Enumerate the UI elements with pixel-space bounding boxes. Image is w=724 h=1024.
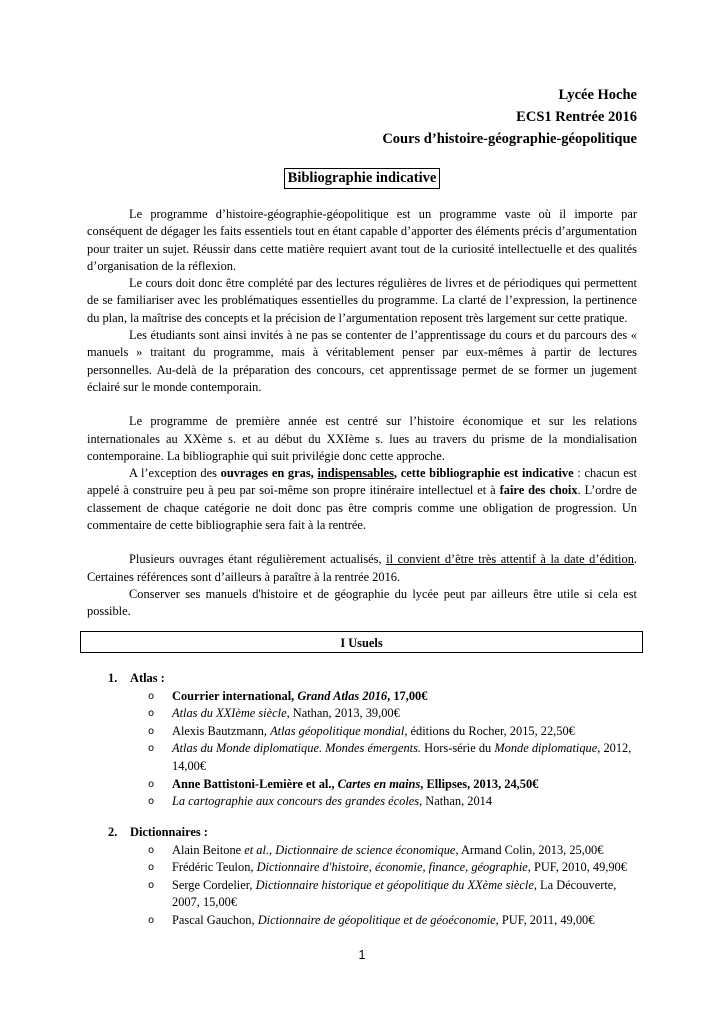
text-run: , Nathan, 2013, 39,00€ xyxy=(286,706,400,721)
bullet-icon: o xyxy=(148,708,155,720)
school-name: Lycée Hoche xyxy=(558,87,637,103)
text-run: Pascal Gauchon, xyxy=(172,912,258,927)
text-run: 2007, 15,00€ xyxy=(172,895,238,910)
list-item xyxy=(108,688,648,706)
italic-title: Dictionnaire de géopolitique et de géoéconomie, xyxy=(257,912,499,927)
text-run: Serge Cordelier, xyxy=(172,877,256,892)
underlined-text: il convient d’être très attentif à la date d’édition xyxy=(386,552,634,567)
course-name: Cours d’histoire-géographie-géopolitique xyxy=(382,131,637,147)
list-item xyxy=(108,705,648,723)
text-run: , 2012, xyxy=(597,741,632,756)
text-run: , éditions du Rocher, 2015, 22,50€ xyxy=(404,723,575,738)
italic-title: La cartographie aux concours des grandes écoles xyxy=(172,794,420,809)
introduction-text xyxy=(87,206,637,621)
list-item xyxy=(108,793,648,811)
page-number: 1 xyxy=(358,948,366,962)
paragraph-4: Le programme de première année est centré sur l’histoire économique et sur les relations internationales au XXème s. et au début du XXIème s. lues au travers du prisme de la mondialisation contemporaine. La bibliographie qui suit privilégie donc cette approche. xyxy=(87,414,637,463)
bullet-icon: o xyxy=(148,725,155,737)
text-run: , La Découverte, xyxy=(533,877,617,892)
bullet-icon: o xyxy=(148,879,155,891)
dictionnaires-list xyxy=(108,824,648,930)
list-heading-label: Dictionnaires : xyxy=(130,825,208,839)
text-run: Courrier international, xyxy=(172,688,298,703)
section-heading-usuels: I Usuels xyxy=(80,631,643,653)
paragraph-3: Les étudiants sont ainsi invités à ne pas se contenter de l’apprentissage du cours et du parcours des « manuels » traitant du programme, mais à véritablement penser par eux-mêmes à partir de lectures personnelles. Au-delà de la préparation des concours, cet apprentissage permet de se former un jugement éclairé sur le monde contemporain. xyxy=(87,328,637,394)
bold-text: , xyxy=(310,466,318,481)
list-item xyxy=(108,859,648,877)
document-title-wrapper xyxy=(0,168,724,189)
text-run: , 17,00€ xyxy=(387,688,428,703)
text-run: Frédéric Teulon, xyxy=(172,860,257,875)
list-item xyxy=(108,723,648,741)
italic-title: Atlas géopolitique mondial xyxy=(270,723,405,738)
italic-title: Cartes en mains xyxy=(337,776,421,791)
text-run: , Ellipses, 2013, 24,50€ xyxy=(420,776,539,791)
text-run: PUF, 2011, 49,00€ xyxy=(498,912,595,927)
text-run: . L’ordre de classement de chaque catégorie ne doit donc pas être compris comme une obligation de progression. Un commentaire de cette bibliographie sera fait à la rentrée. xyxy=(87,483,638,533)
text-run: A l’exception des xyxy=(129,466,221,481)
bullet-icon: o xyxy=(148,743,155,755)
document-title: Bibliographie indicative xyxy=(284,168,441,189)
text-run: : chacun est appelé à construire peu à peu par soi-même son propre itinéraire intellectuel et à xyxy=(87,466,638,498)
list-item xyxy=(108,912,648,930)
italic-title: Grand Atlas 2016 xyxy=(297,688,388,703)
list-item xyxy=(108,842,648,860)
text-run: , Armand Colin, 2013, 25,00€ xyxy=(455,842,604,857)
list-item xyxy=(108,776,648,794)
bullet-icon: o xyxy=(148,862,155,874)
bold-underlined-text: indispensables xyxy=(317,466,394,481)
list-number: 1. xyxy=(108,671,118,685)
text-run: , xyxy=(269,842,276,857)
bold-text: , cette bibliographie est indicative xyxy=(393,466,574,481)
list-item xyxy=(108,740,648,775)
list-heading-label: Atlas : xyxy=(130,671,165,685)
text-run: Alexis Bautzmann, xyxy=(172,723,271,738)
list-number: 2. xyxy=(108,825,118,839)
text-run: Anne Battistoni-Lemière et al., xyxy=(172,776,338,791)
atlas-heading xyxy=(108,670,648,688)
paragraph-2: Le cours doit donc être complété par des lectures régulières de livres et de périodiques qui permettent de se familiariser avec les problématiques essentielles du programme. La clarté de l’expression, la pertinence du plan, la maîtrise des concepts et la précision de l’argumentation reposent très largement sur cette pratique. xyxy=(87,276,637,325)
text-run: Alain Beitone xyxy=(172,842,245,857)
text-run: Plusieurs ouvrages étant régulièrement actualisés, xyxy=(129,552,387,567)
atlas-list xyxy=(108,670,648,811)
italic-title: Atlas du XXIème siècle xyxy=(172,706,287,721)
bullet-icon: o xyxy=(148,778,155,790)
bold-text: ouvrages en gras xyxy=(220,466,311,481)
text-run: Hors-série du xyxy=(421,741,495,756)
paragraph-1: Le programme d’histoire-géographie-géopolitique est un programme vaste où il importe par conséquent de dégager les faits essentiels tout en étant capable d’apporter des éléments précis d’argumentation pour traiter un sujet. Réussir dans cette matière requiert avant tout de la curiosité intellectuelle et des qualités d’organisation de la réflexion. xyxy=(87,207,637,273)
text-run: , Nathan, 2014 xyxy=(419,794,493,809)
bullet-icon: o xyxy=(148,690,155,702)
bullet-icon: o xyxy=(148,914,155,926)
bold-text: faire des choix xyxy=(499,483,578,498)
text-run: , PUF, 2010, 49,90€ xyxy=(527,860,627,875)
bullet-icon: o xyxy=(148,796,155,808)
italic-title: Dictionnaire d'histoire, économie, finance, géographie xyxy=(256,860,528,875)
dictionnaires-heading xyxy=(108,824,648,842)
paragraph-7: Conserver ses manuels d'histoire et de géographie du lycée peut par ailleurs être utile si cela est possible. xyxy=(87,586,637,619)
italic-title: Dictionnaire de science économique xyxy=(275,842,456,857)
header-block xyxy=(382,84,637,150)
class-year: ECS1 Rentrée 2016 xyxy=(516,109,637,125)
bullet-icon: o xyxy=(148,844,155,856)
paragraph-6 xyxy=(87,551,637,586)
italic-text: et al. xyxy=(244,842,270,857)
text-run: . Certaines références sont d’ailleurs à paraître à la rentrée 2016. xyxy=(87,552,637,584)
paragraph-5 xyxy=(87,465,637,534)
italic-title: Monde diplomatique xyxy=(494,741,598,756)
italic-title: Dictionnaire historique et géopolitique du XXème siècle xyxy=(255,877,534,892)
italic-title: Atlas du Monde diplomatique. Mondes émergents. xyxy=(172,741,422,756)
list-item xyxy=(108,877,648,912)
text-run: 14,00€ xyxy=(172,758,207,773)
